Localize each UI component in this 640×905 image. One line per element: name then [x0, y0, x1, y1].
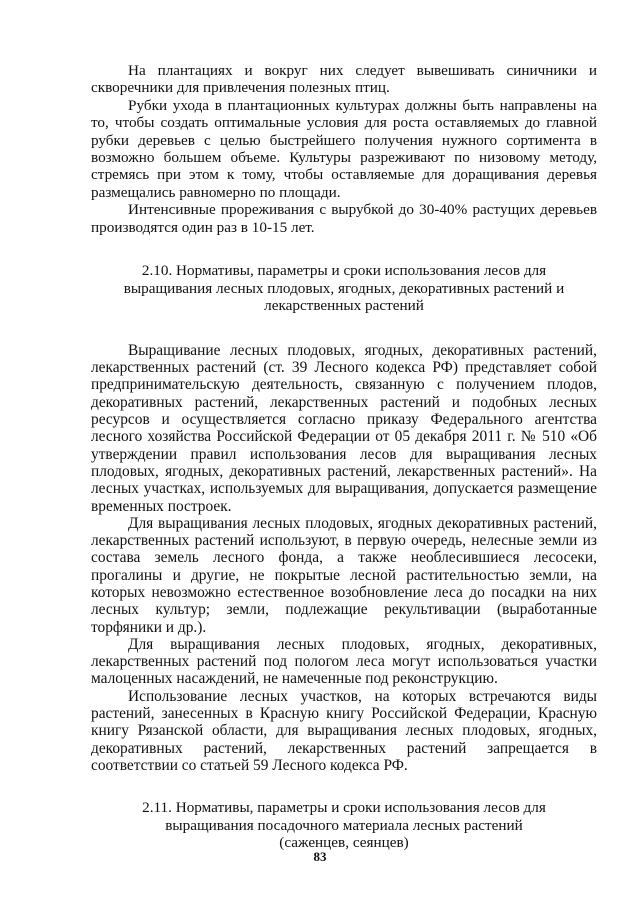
paragraph-thinning-cuts: Рубки ухода в плантационных культурах должны быть направлены на то, чтобы создать оптимальные условия для роста оставляемых до главной рубки деревьев с целью быстрейшего получения нужного сортимента в возможно большем объеме. Культуры разреживают по низовому методу, стремясь при этом к тому, чтобы оставляемые для доращивания деревья размещались равномерно по площади. — [91, 96, 597, 201]
document-page — [91, 62, 597, 852]
section-2-10-body — [91, 342, 597, 774]
paragraph-nest-boxes: На плантациях и вокруг них следует вывешивать синичники и скворечники для привлечения полезных птиц. — [91, 62, 597, 97]
paragraph-under-canopy: Для выращивания лесных плодовых, ягодных, декоративных, лекарственных растений под пологом леса могут использоваться участки малоценных насаждений, не намеченные под реконструкцию. — [91, 635, 597, 688]
section-heading-2-11: 2.11. Нормативы, параметры и сроки использования лесов для выращивания посадочного материала лесных растений (саженцев, сеянцев) — [142, 799, 546, 852]
paragraph-cultivation-definition: Выращивание лесных плодовых, ягодных, декоративных растений, лекарственных растений (ст. 39 Лесного кодекса РФ) представляет собой предпринимательскую деятельность, связанную с получением плодов, декоративных растений, лекарственных растений и подобных лесных ресурсов и осуществляется согласно приказу Федерального агентства лесного хозяйства Российской Федерации от 05 декабря 2011 г. № 510 «Об утверждении правил использования лесов для выращивания лесных плодовых, ягодных, декоративных растений, лекарственных растений». На лесных участках, используемых для выращивания, допускается размещение временных построек. — [91, 341, 597, 515]
section-heading-2-10: 2.10. Нормативы, параметры и сроки использования лесов для выращивания лесных плодовых, ягодных, декоративных растений и лекарственных растений — [123, 262, 565, 315]
paragraph-land-used: Для выращивания лесных плодовых, ягодных декоративных растений, лекарственных растений используют, в первую очередь, нелесные земли из состава земель лесного фонда, а также необлесившиеся лесосеки, прогалины и другие, не покрытые лесной растительностью земли, на которых невозможно естественное возобновление леса до посадки на них лесных культур; земли, подлежащие рекультивации (выработанные торфяники и др.). — [91, 514, 597, 636]
paragraph-intensive-thinning: Интенсивные прореживания с вырубкой до 30-40% растущих деревьев производятся один раз в 10-15 лет. — [91, 201, 597, 236]
paragraph-red-book: Использование лесных участков, на которых встречаются виды растений, занесенных в Красную книгу Российской Федерации, Красную книгу Рязанской области, для выращивания лесных плодовых, ягодных, декоративных растений, лекарственных растений запрещается в соответствии со статьей 59 Лесного кодекса РФ. — [91, 687, 597, 774]
intro-block — [91, 62, 597, 236]
page-number: 83 — [313, 849, 327, 864]
